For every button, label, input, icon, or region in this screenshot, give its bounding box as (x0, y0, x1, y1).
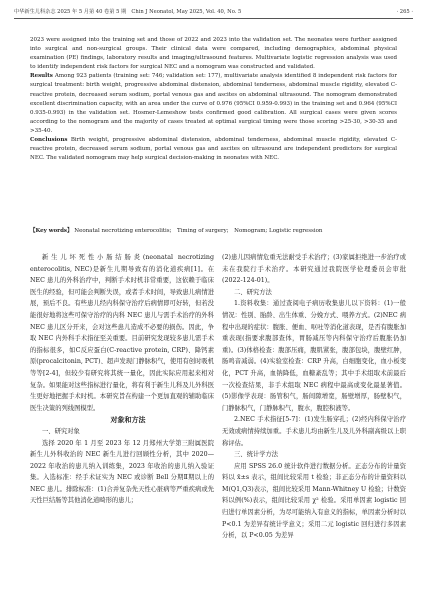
data-collection-paragraph: 1.资料收集：通过查阅电子病历收集患儿以下资料：(1)一般情况：性别、胎龄、出生体重、分娩方式、喂养方式。(2)NEC 病程中出现的症状：腹胀、便血、呕吐等消化道表现，是否有腹胀加重表现(指要求腹部查体，胃肠减压等内科保守治疗后腹胀仍加重)。(3)体格检查：腹部压痛，腹肌紧张，腹部包块，腹壁红肿，肠鸣音减弱。(4)实验室检查：CRP 升高，白细胞变化，血小板变化，PCT 升高，血钠降低，血糖紊乱等；其中手术组取术前最后一次检查结果，非手术组取 NEC 病程中最高或变化最显著值。(5)影像学表现：肠管积气，肠间隙增宽，肠壁增厚，肠壁积气，门静脉积气，门静脉积气，腹水，腹腔积液等。 (222, 300, 406, 412)
keywords (30, 227, 397, 236)
page-number: · 265 · (396, 9, 413, 15)
conclusions-text: Birth weight, progressive abdominal distension, abdominal tenderness, abdominal muscle rigidity, elevated C-reactive protein, decreased serum sodium, portal venous gas and ascites on ultrasound are independent predictors for surgical NEC. The validated nomogram may help surgical decision-making in neonates with NEC. (30, 137, 397, 162)
abstract-results (30, 72, 397, 136)
introduction-paragraph: 新生儿坏死性小肠结肠炎(neonatal necrotizing enterocolitis, NEC)是新生儿期导致有的消化道疾病[1]。在 NEC 患儿的外科治疗中，判断手术时机非常重要，这依赖于临床医生的经验，但可能会判断失误，或者手术时间，导致患儿病情进展，预后不良。有些患儿经内科保守治疗后病情即可好转，但若没能很好地将这些可保守治疗的内科 NEC 患儿与需手术治疗的外科 NEC 患儿区分开来，会对这些患儿造成不必要的损伤。因此，争取 NEC 内外科手术指征至关重要。目前研究发现较多患儿需手术的指标很多，如C反应蛋白(C-reactive protein, CRP)、降钙素原(procalcitonin, PCT)、超声发现门静脉积气，使用有创时吸机等等[2-4]，但较少有研究将其统一量化，因此实际应用起来相对复杂。如果能对这些指标进行量化，将有利于新生儿科及儿外科医生更好地把握手术时机。本研究旨在构建一个更加直观的辅助临床医生决策的列线图模型。 (30, 254, 214, 412)
subjects-paragraph: 选择 2020 年 1 月至 2023 年 12 月郑州大学第三附属医院新生儿外科收治的 NEC 新生儿进行回顾性分析，其中 2020—2022 年收治的患儿纳入训练集，2023 年收治的患儿纳入验证集。入选标准：经手术证实为 NEC 或诊断 Bell 分期Ⅱ期以上的 NEC 患儿。排除标准：(1)合并复杂先天性心脏病等严重疾病或先天性巨结肠等其他消化道畸形的患儿； (30, 439, 214, 505)
results-label: Results (30, 73, 53, 80)
subheading-research-methods: 二、研究方法 (234, 288, 272, 296)
conclusions-label: Conclusions (30, 137, 68, 144)
results-text: Among 923 patients (training set: 746; validation set: 177), multivariate analysis identified 8 independent risk factors for surgical treatment: birth weight, progressive abdominal distension, abdominal tenderness, abdominal muscle rigidity, elevated C-reactive protein, decreased serum sodium, portal venous gas and ascites on abdominal ultrasound. The nomogram demonstrated excellent discrimination capacity, with an area under the curve of 0.976 (95%CI 0.959-0.993) in the training set and 0.964 (95%CI 0.935-0.993) in the validation set. Hosmer-Lemeshow tests confirmed good calibration. All surgical cases were given scores according to the nomogram and the majority of cases treated at optimal surgical timing were those scoring >25-30, >30-35 and >35-40. (30, 73, 398, 134)
subheading-study-subjects: 一、研究对象 (42, 427, 80, 435)
keywords-label: 【Key words】 (30, 228, 73, 234)
subheading-statistics: 三、统计学方法 (234, 451, 279, 459)
left-column (30, 252, 214, 507)
abstract-methods-tail: 2023 were assigned into the training set and those of 2022 and 2023 into the validation set. The neonates were further assigned into surgical and non-surgical groups. Their clinical data were compared, including demographics, abdominal physical examination (PE) findings, laboratory results and imaging/ultrasound features. Multivariate logistic regression analysis was used to identify independent risk factors for surgical NEC and a nomogram was constructed and validated. (30, 37, 397, 71)
running-header (14, 6, 413, 19)
right-column (222, 252, 406, 542)
keywords-text: Neonatal necrotizing enterocolitis; Timing of surgery; Nomogram; Logistic regression (74, 228, 323, 234)
abstract-conclusions (30, 136, 397, 163)
journal-citation: 中华新生儿科杂志 2025 年 5 月第 40 卷第 5 期 Chin J Neonatol, May 2025, Vol. 40, No. 5 (14, 9, 242, 15)
statistics-paragraph: 应用 SPSS 26.0 统计软件进行数据分析。正态分布的计量资料以 x̄±s 表示，组间比较采用 t 检验；非正态分布的计量资料以 M(Q1,Q3)表示，组间比较采用 Mann-Whitney U 检验；计数资料以例(%)表示，组间比较采用 χ² 检验。采用单因素 logistic 回归进行单因素分析，为尽可能纳入有意义的指标，单因素分析时以 P<0.1 为差异有统计学意义；采用二元 logistic 回归进行多因素分析，以 P<0.05 为差异 (222, 462, 406, 540)
surgical-indication-paragraph: 2.NEC 手术指征[5-7]：(1)发生肠穿孔；(2)经内科保守治疗无效或病情持续加重。手术患儿均由新生儿及儿外科副高级以上职称评估。 (222, 416, 406, 447)
english-abstract (30, 36, 397, 163)
section-title-subjects-methods: 对象和方法 (110, 415, 146, 425)
exclusion-criteria-continued: (2)患儿因病情危重无法耐受手术治疗；(3)家属拒绝进一步治疗或未在我院行手术治疗。本研究通过我院医学伦理委员会审批(2022-124-01)。 (222, 254, 406, 285)
